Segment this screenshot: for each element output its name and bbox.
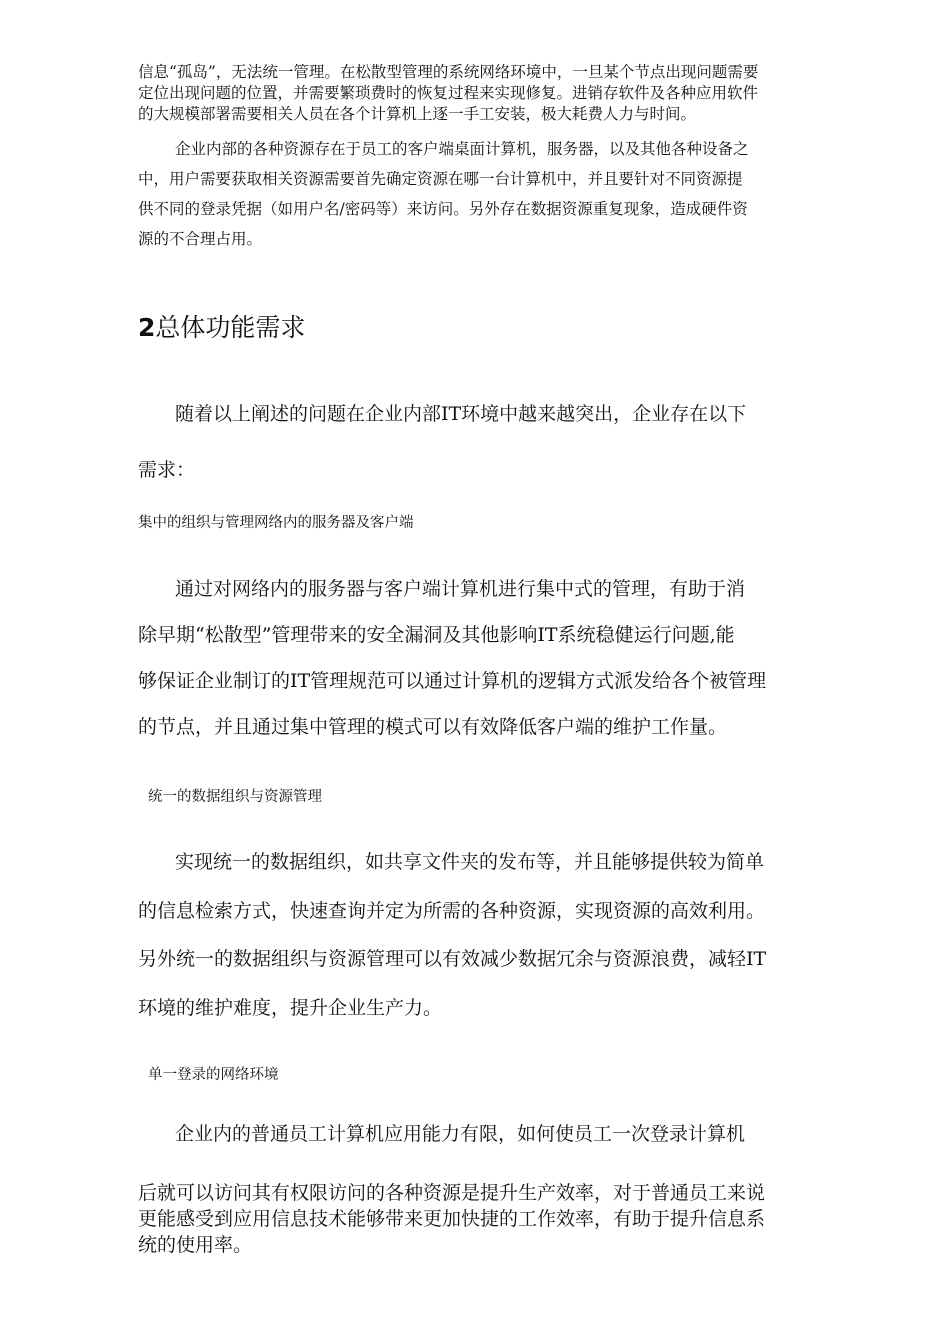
paragraph-line: 实现统一的数据组织，如共享文件夹的发布等，并且能够提供较为简单 (175, 851, 765, 873)
paragraph-line: 够保证企业制订的IT管理规范可以通过计算机的逻辑方式派发给各个被管理 (138, 670, 767, 692)
paragraph-line: 后就可以访问其有权限访问的各种资源是提升生产效率，对于普通员工来说 (138, 1182, 766, 1204)
paragraph-line: 中，用户需要获取相关资源需要首先确定资源在哪一台计算机中，并且要针对不同资源提 (138, 170, 743, 188)
section-number: 2 (138, 313, 156, 342)
section-intro-paragraph (138, 386, 746, 498)
paragraph-line: 需求： (138, 459, 196, 481)
subsection-3-first-line (138, 1121, 745, 1147)
paragraph-line: 源的不合理占用。 (138, 230, 263, 248)
paragraph-line: 的大规模部署需要相关人员在各个计算机上逐一手工安装，极大耗费人力与时间。 (138, 105, 697, 123)
section-heading (138, 312, 305, 344)
paragraph-line: 统的使用率。 (138, 1234, 253, 1256)
paragraph-line: 通过对网络内的服务器与客户端计算机进行集中式的管理，有助于消 (175, 578, 746, 600)
paragraph-line: 更能感受到应用信息技术能够带来更加快捷的工作效率，有助于提升信息系 (138, 1208, 766, 1230)
paragraph-line: 定位出现问题的位置，并需要繁琐费时的恢复过程来实现修复。进销存软件及各种应用软件 (138, 84, 759, 102)
subsection-2-paragraph (138, 838, 766, 1032)
subsection-1-paragraph (138, 566, 766, 750)
paragraph-line: 供不同的登录凭据（如用户名/密码等）来访问。另外存在数据资源重复现象，造成硬件资 (138, 200, 748, 218)
paragraph-line: 环境的维护难度，提升企业生产力。 (138, 996, 443, 1019)
intro-paragraph (138, 62, 758, 125)
section-title: 总体功能需求 (155, 313, 306, 342)
paragraph-line: 另外统一的数据组织与资源管理可以有效减少数据冗余与资源浪费，减轻IT (138, 948, 767, 970)
paragraph-line: 的信息检索方式，快速查询并定为所需的各种资源，实现资源的高效利用。 (138, 899, 766, 922)
subsection-heading-3: 单一登录的网络环境 (148, 1067, 279, 1083)
paragraph-line: 企业内的普通员工计算机应用能力有限，如何使员工一次登录计算机 (175, 1123, 746, 1145)
resources-paragraph (138, 134, 749, 254)
paragraph-line: 随着以上阐述的问题在企业内部IT环境中越来越突出，企业存在以下 (175, 403, 747, 425)
subsection-heading-2: 统一的数据组织与资源管理 (148, 789, 322, 805)
paragraph-line: 信息“孤岛”，无法统一管理。在松散型管理的系统网络环境中，一旦某个节点出现问题需要 (138, 63, 759, 81)
paragraph-line: 企业内部的各种资源存在于员工的客户端桌面计算机，服务器，以及其他各种设备之 (175, 140, 749, 158)
subsection-3-paragraph (138, 1180, 765, 1258)
paragraph-line: 的节点，并且通过集中管理的模式可以有效降低客户端的维护工作量。 (138, 716, 728, 738)
paragraph-line: 除早期“松散型”管理带来的安全漏洞及其他影响IT系统稳健运行问题,能 (138, 624, 735, 646)
subsection-heading-1: 集中的组织与管理网络内的服务器及客户端 (138, 515, 414, 531)
